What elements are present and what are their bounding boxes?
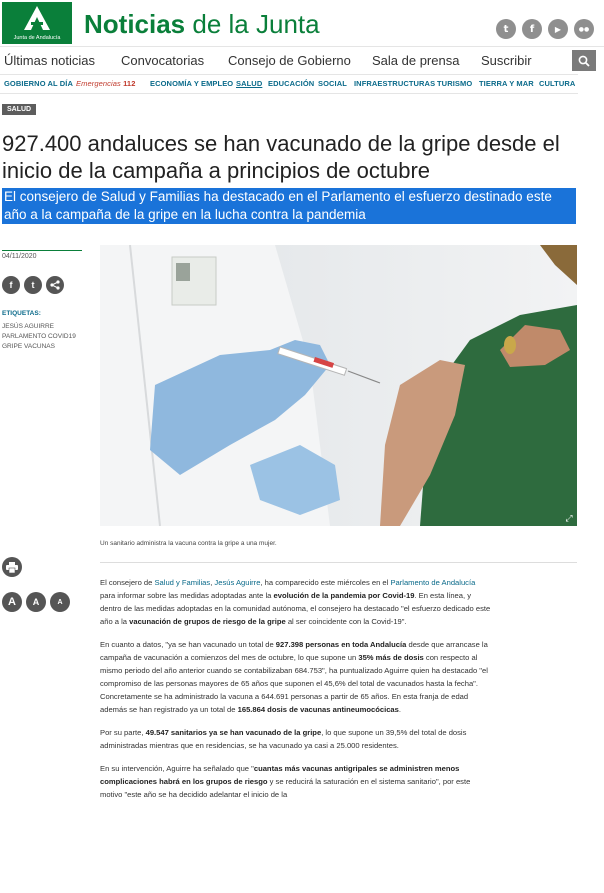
share-icon [50,280,60,290]
share-generic-icon[interactable] [46,276,64,294]
nav-sala-prensa[interactable]: Sala de prensa [372,53,460,68]
article-paragraph: En su intervención, Aguirre ha señalado que "cuantas más vacunas antigripales se administren menos complicaciones habrá en los grupos de riesgo y se reducirá la saturación en el sistema sanitario", por este motivo "este año se ha decidido adelantar el inicio de la [100,764,471,799]
search-icon [578,55,590,67]
twitter-icon[interactable]: t [496,19,516,39]
font-large-button[interactable]: A [2,592,22,612]
section-economia[interactable]: ECONOMÍA Y EMPLEO [150,79,234,88]
article-photo [100,245,577,526]
photo-caption: Un sanitario administra la vacuna contra la gripe a una mujer. [100,540,277,547]
article-paragraph: El consejero de Salud y Familias, Jesús Aguirre, ha comparecido este miércoles en el Parlamento de Andalucía para informar sobre las medidas adoptadas ante la evolución de la pandemia por Covid-19. En esta línea, y dentro de las medidas adoptadas en la comunidad autónoma, el consejero ha destacado "el esfuerzo dedicado este año a la vacunación de grupos de riesgo de la gripe al ser coincidente con la Covid-19". [100,578,491,626]
section-emergencias[interactable]: Emergencias 112 [76,79,136,88]
print-button[interactable] [2,557,22,577]
font-medium-button[interactable]: A [26,592,46,612]
share-twitter-icon[interactable]: t [24,276,42,294]
nav-suscribir[interactable]: Suscribir [481,53,532,68]
tag-list [2,322,76,352]
junta-a-icon [22,5,52,31]
tag-item[interactable]: PARLAMENTO COVID19 [2,333,76,340]
print-icon [6,562,18,573]
vaccination-photo-illustration [100,245,577,526]
main-nav [0,46,604,74]
link-salud-familias[interactable]: Salud y Familias [154,578,211,587]
site-header [0,0,604,46]
section-infraestructuras[interactable]: INFRAESTRUCTURAS [354,79,436,88]
meta-divider [2,250,82,251]
expand-icon[interactable]: ⤢ [565,513,573,523]
publish-date: 04/11/2020 [2,253,37,260]
article-subhead: El consejero de Salud y Familias ha destacado en el Parlamento el esfuerzo destinado este año a la campaña de la gripe en la lucha contra la pandemia [2,188,576,224]
article-paragraph: En cuanto a datos, "ya se han vacunado un total de 927.398 personas en toda Andalucía desde que arrancase la campaña de vacunación a comienzos del mes de octubre, lo que supone un 35% más de dosis con respecto al mismo periodo del año anterior cuando se contabilizaban 684.753", ha puntualizado Aguirre quien ha destacado "el compromiso de las personas mayores de 65 años que suponen el 45,6% del total de vacunados hasta la fecha". Concretamente se ha administrado la vacuna a 644.691 personas a partir de 65 años. En esta franja de edad además se han registrado ya un total de 165.864 dosis de vacunas antineumocócicas. [100,640,488,714]
section-educacion[interactable]: EDUCACIÓN [268,79,315,88]
section-cultura[interactable]: CULTURA [539,79,576,88]
search-button[interactable] [572,50,596,71]
caption-divider [100,562,577,563]
nav-convocatorias[interactable]: Convocatorias [121,53,205,68]
flickr-icon[interactable]: ●● [574,19,594,39]
nav-consejo-gobierno[interactable]: Consejo de Gobierno [228,53,351,68]
site-title[interactable]: Noticias de la Junta [84,9,320,39]
tags-label: ETIQUETAS: [2,310,41,317]
section-salud[interactable]: SALUD [236,79,263,88]
tag-item[interactable]: JESÚS AGUIRRE [2,323,55,330]
article-paragraph: Por su parte, 49.547 sanitarios ya se han vacunado de la gripe, lo que supone un 39,5% del total de dosis administradas mientras que en residencias, se ha vacunado ya casi a 25.000 residentes. [100,728,467,750]
social-links [496,19,594,39]
article-headline: 927.400 andaluces se han vacunado de la gripe desde el inicio de la campaña a principios de octubre [2,131,560,183]
share-buttons [2,276,64,294]
tag-item[interactable]: GRIPE VACUNAS [2,343,55,350]
youtube-icon[interactable]: ▶ [548,19,568,39]
article-body [100,576,492,811]
font-size-tools [2,592,70,612]
link-jesus-aguirre[interactable]: Jesús Aguirre [214,578,261,587]
font-small-button[interactable]: A [50,592,70,612]
junta-logo[interactable] [2,2,72,44]
facebook-icon[interactable]: f [522,19,542,39]
nav-ultimas-noticias[interactable]: Últimas noticias [4,53,96,68]
link-parlamento[interactable]: Parlamento de Andalucía [390,578,476,587]
section-tierra-mar[interactable]: TIERRA Y MAR [479,79,534,88]
section-gobierno[interactable]: GOBIERNO AL DÍA [4,79,74,88]
section-turismo[interactable]: TURISMO [437,79,473,88]
section-nav [0,74,578,94]
share-facebook-icon[interactable]: f [2,276,20,294]
logo-text: Junta de Andalucía [13,35,61,41]
section-social[interactable]: SOCIAL [318,79,347,88]
category-tag[interactable]: SALUD [2,104,36,115]
